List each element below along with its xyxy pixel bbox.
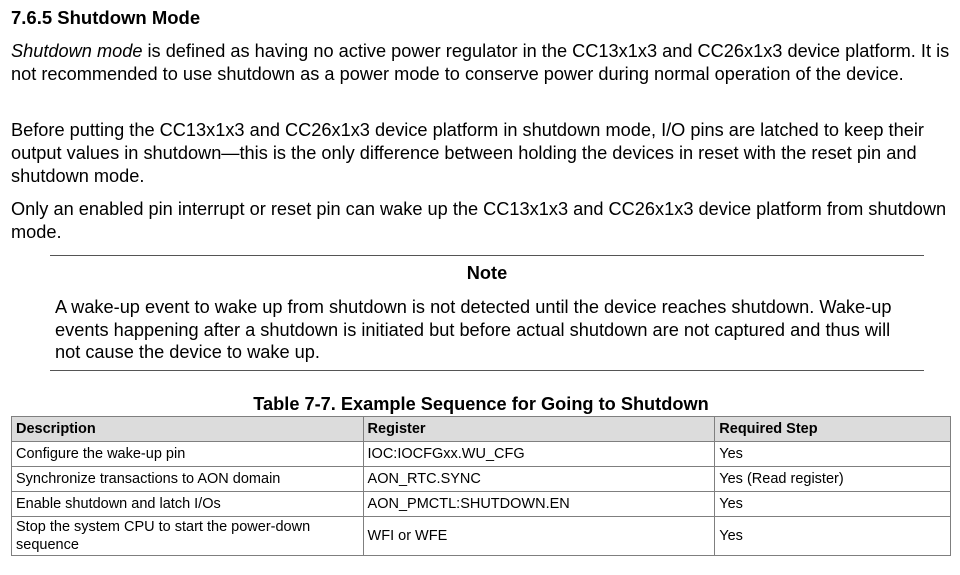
cell-description: Configure the wake-up pin — [12, 442, 364, 467]
cell-required-step: Yes — [715, 492, 951, 517]
paragraph-io-latching: Before putting the CC13x1x3 and CC26x1x3 device platform in shutdown mode, I/O pins are latched to keep their output values in shutdown—this is the only difference between holding the devices in reset with the reset pin and shutdown mode. — [11, 120, 924, 186]
cell-register: WFI or WFE — [363, 517, 715, 556]
column-header-required-step: Required Step — [715, 417, 951, 442]
cell-register: AON_RTC.SYNC — [363, 467, 715, 492]
table-caption: Table 7-7. Example Sequence for Going to Shutdown — [253, 394, 709, 414]
shutdown-sequence-table — [11, 416, 951, 556]
table-row — [12, 517, 951, 556]
cell-description: Stop the system CPU to start the power-down sequence — [12, 517, 364, 556]
table-header-row — [12, 417, 951, 442]
cell-description: Enable shutdown and latch I/Os — [12, 492, 364, 517]
table-row — [12, 467, 951, 492]
column-header-description: Description — [12, 417, 364, 442]
table-row — [12, 442, 951, 467]
column-header-register: Register — [363, 417, 715, 442]
cell-register: AON_PMCTL:SHUTDOWN.EN — [363, 492, 715, 517]
paragraph-wakeup-sources: Only an enabled pin interrupt or reset pin can wake up the CC13x1x3 and CC26x1x3 device platform from shutdown mode. — [11, 199, 947, 242]
paragraph-definition-text: is defined as having no active power regulator in the CC13x1x3 and CC26x1x3 device platform. It is not recommended to use shutdown as a power mode to conserve power during normal operation of the device. — [11, 41, 950, 84]
note-body: A wake-up event to wake up from shutdown is not detected until the device reaches shutdown. Wake-up events happening after a shutdown is initiated but before actual shutdown are not captured and thus will not cause the device to wake up. — [55, 297, 892, 362]
table-row — [12, 492, 951, 517]
note-title: Note — [466, 263, 508, 283]
cell-register: IOC:IOCFGxx.WU_CFG — [363, 442, 715, 467]
cell-required-step: Yes (Read register) — [715, 467, 951, 492]
section-heading: 7.6.5 Shutdown Mode — [11, 7, 201, 28]
cell-required-step: Yes — [715, 442, 951, 467]
note-box — [50, 255, 924, 371]
defined-term: Shutdown mode — [11, 41, 143, 61]
cell-description: Synchronize transactions to AON domain — [12, 467, 364, 492]
paragraph-definition — [11, 40, 951, 86]
cell-required-step: Yes — [715, 517, 951, 556]
